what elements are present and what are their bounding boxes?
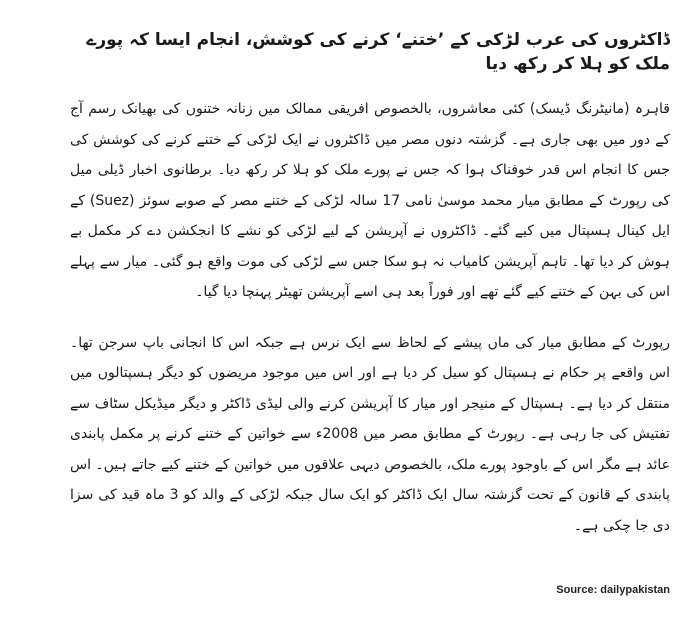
source-credit: Source: dailypakistan [556,584,670,596]
article-headline: ڈاکٹروں کی عرب لڑکی کے ’ختنے‘ کرنے کی کوشش، انجام ایسا کہ پورے ملک کو ہلا کر رکھ دیا [86,30,670,74]
article-paragraph-1: قاہرہ (مانیٹرنگ ڈیسک) کئی معاشروں، بالخصوص افریقی ممالک میں زنانہ ختنوں کی بھیانک رسم آج کے دور میں بھی جاری ہے۔ گزشتہ دنوں مصر میں ڈاکٹروں نے ایک لڑکی کے ختنے کرنے کی کوشش کی جس کا انجام اس قدر خوفناک ہوا کہ جس نے پورے ملک کو ہلا کر رکھ دیا۔ برطانوی اخبار ڈیلی میل کی رپورٹ کے مطابق میار محمد موسیٰ نامی 17 سالہ لڑکی کے ختنے مصر کے صوبے سوئز (Suez) کے ایل کینال ہسپتال میں کیے گئے۔ ڈاکٹروں نے آپریشن کے لیے لڑکی کو نشے کا انجکشن دے کر مکمل بے ہوش کر دیا تھا۔ تاہم آپریشن کامیاب نہ ہو سکا جس سے لڑکی کی موت واقع ہو گئی۔ میار سے پہلے اس کی بہن کے ختنے کیے گئے تھے اور فوراً بعد ہی اسے آپریشن تھیٹر پہنچا دیا گیا۔ [70,101,671,300]
article-paragraph-2: رپورٹ کے مطابق میار کی ماں پیشے کے لحاظ سے ایک نرس ہے جبکہ اس کا انجانی باپ سرجن تھا۔ اس واقعے پر حکام نے ہسپتال کو سیل کر دیا ہے اور اس میں موجود مریضوں کو دیگر ہسپتالوں میں منتقل کر دیا ہے۔ ہسپتال کے منیجر اور میار کا آپریشن کرنے والی لیڈی ڈاکٹر و دیگر میڈیکل سٹاف سے تفتیش کی جا رہی ہے۔ رپورٹ کے مطابق مصر میں 2008ء سے خواتین کے ختنے کرنے پر مکمل پابندی عائد ہے مگر اس کے باوجود پورے ملک، بالخصوص دیہی علاقوں میں خواتین کے ختنے کیے جاتے ہیں۔ اس پابندی کے قانون کے تحت گزشتہ سال ایک ڈاکٹر کو ایک سال جبکہ لڑکی کے والد کو 3 ماہ قید کی سزا دی جا چکی ہے۔ [70,334,670,534]
news-article [70,28,670,561]
